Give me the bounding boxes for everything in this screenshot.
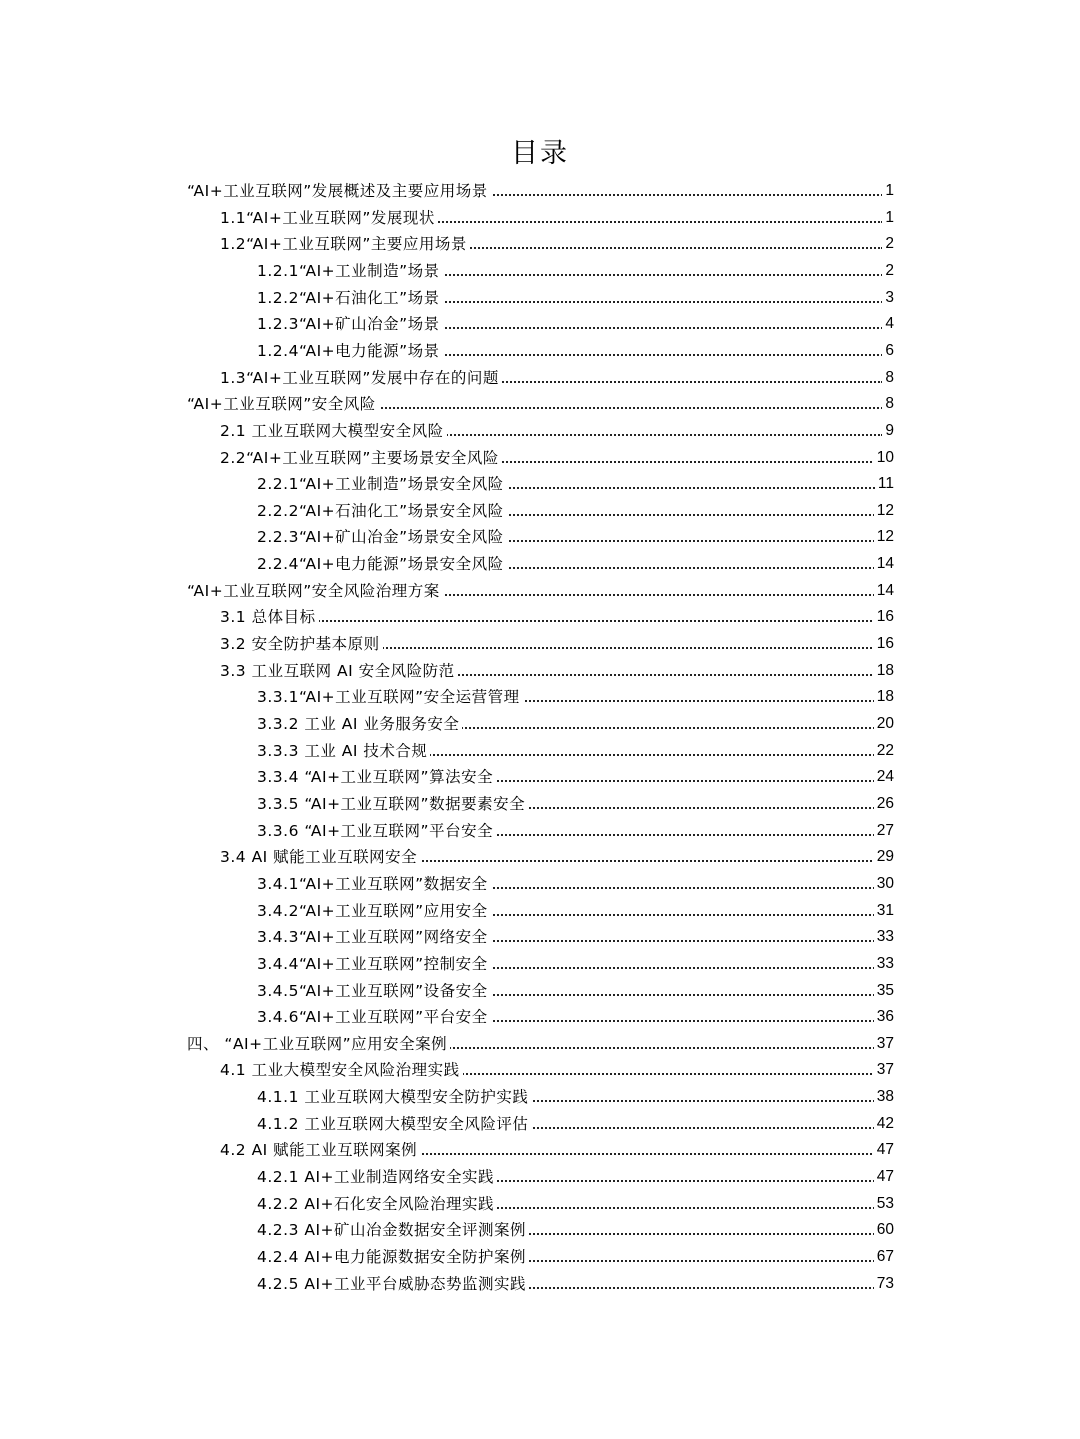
page-title: 目录 bbox=[511, 138, 569, 169]
toc-entry[interactable] bbox=[0, 1271, 1080, 1297]
toc-entry-page-number: 9 bbox=[882, 418, 894, 444]
toc-entry[interactable] bbox=[0, 311, 1080, 337]
toc-entry-title[interactable]: 1.2“AI+工业互联网”主要应用场景 bbox=[220, 231, 470, 257]
toc-entry[interactable] bbox=[0, 578, 1080, 604]
toc-entry-title[interactable]: 1.2.4“AI+电力能源”场景 bbox=[257, 338, 443, 364]
toc-entry-title[interactable]: 4.2.4 AI+电力能源数据安全防护案例 bbox=[257, 1244, 529, 1270]
toc-entry-page-number: 6 bbox=[882, 338, 894, 364]
toc-entry-page-number: 35 bbox=[874, 978, 894, 1004]
toc-entry-title[interactable]: 3.2 安全防护基本原则 bbox=[220, 631, 383, 657]
toc-entry[interactable] bbox=[0, 844, 1080, 870]
toc-entry-title[interactable]: 3.4.6“AI+工业互联网”平台安全 bbox=[257, 1004, 491, 1030]
toc-entry-page-number: 37 bbox=[874, 1031, 894, 1057]
toc-entry[interactable] bbox=[0, 818, 1080, 844]
toc-entry-page-number: 1 bbox=[882, 178, 894, 204]
toc-entry[interactable] bbox=[0, 418, 1080, 444]
toc-entry-title[interactable]: 3.3.3 工业 AI 技术合规 bbox=[257, 738, 430, 764]
toc-entry[interactable] bbox=[0, 338, 1080, 364]
toc-entry-title[interactable]: 4.2.5 AI+工业平台威胁态势监测实践 bbox=[257, 1271, 529, 1297]
toc-entry-title[interactable]: 2.1 工业互联网大模型安全风险 bbox=[220, 418, 447, 444]
toc-entry-title[interactable]: 2.2.3“AI+矿山冶金”场景安全风险 bbox=[257, 524, 507, 550]
toc-entry-title[interactable]: 3.4.5“AI+工业互联网”设备安全 bbox=[257, 978, 491, 1004]
toc-entry-title[interactable]: 2.2.2“AI+石油化工”场景安全风险 bbox=[257, 498, 507, 524]
toc-entry-page-number: 8 bbox=[882, 391, 894, 417]
toc-entry-page-number: 1 bbox=[882, 205, 894, 231]
toc-entry[interactable] bbox=[0, 551, 1080, 577]
toc-entry-page-number: 22 bbox=[874, 738, 894, 764]
toc-entry-page-number: 36 bbox=[874, 1004, 894, 1030]
toc-entry-page-number: 2 bbox=[882, 231, 894, 257]
toc-entry-title[interactable]: 1.2.2“AI+石油化工”场景 bbox=[257, 285, 443, 311]
toc-entry[interactable] bbox=[0, 178, 1080, 204]
toc-entry-title[interactable]: 1.2.1“AI+工业制造”场景 bbox=[257, 258, 443, 284]
toc-entry-title[interactable]: 4.1.2 工业互联网大模型安全风险评估 bbox=[257, 1111, 531, 1137]
toc-entry-page-number: 37 bbox=[874, 1057, 894, 1083]
toc-entry[interactable] bbox=[0, 1164, 1080, 1190]
toc-entry-page-number: 60 bbox=[874, 1217, 894, 1243]
toc-entry[interactable] bbox=[0, 1217, 1080, 1243]
toc-entry-title[interactable]: 3.3.1“AI+工业互联网”安全运营管理 bbox=[257, 684, 523, 710]
toc-entry[interactable] bbox=[0, 898, 1080, 924]
toc-entry-title[interactable]: 3.4.1“AI+工业互联网”数据安全 bbox=[257, 871, 491, 897]
toc-entry-title[interactable]: 1.1“AI+工业互联网”发展现状 bbox=[220, 205, 438, 231]
toc-entry-title[interactable]: 3.3 工业互联网 AI 安全风险防范 bbox=[220, 658, 458, 684]
toc-entry[interactable] bbox=[0, 1031, 1080, 1057]
toc-entry-title[interactable]: 2.2.1“AI+工业制造”场景安全风险 bbox=[257, 471, 507, 497]
toc-entry-title[interactable]: 3.3.2 工业 AI 业务服务安全 bbox=[257, 711, 462, 737]
toc-entry[interactable] bbox=[0, 684, 1080, 710]
toc-entry-title[interactable]: 四、 “AI+工业互联网”应用安全案例 bbox=[187, 1031, 450, 1057]
toc-entry-title[interactable]: 1.2.3“AI+矿山冶金”场景 bbox=[257, 311, 443, 337]
toc-entry[interactable] bbox=[0, 1084, 1080, 1110]
toc-entry-page-number: 24 bbox=[874, 764, 894, 790]
toc-entry-title[interactable]: “AI+工业互联网”安全风险 bbox=[187, 391, 379, 417]
toc-entry-page-number: 31 bbox=[874, 898, 894, 924]
toc-entry[interactable] bbox=[0, 738, 1080, 764]
toc-entry-page-number: 3 bbox=[882, 285, 894, 311]
toc-entry-title[interactable]: 4.2.3 AI+矿山冶金数据安全评测案例 bbox=[257, 1217, 529, 1243]
toc-entry[interactable] bbox=[0, 658, 1080, 684]
toc-entry-page-number: 11 bbox=[875, 471, 894, 497]
toc-entry-page-number: 14 bbox=[874, 578, 894, 604]
toc-entry[interactable] bbox=[0, 258, 1080, 284]
toc-entry-title[interactable]: “AI+工业互联网”安全风险治理方案 bbox=[187, 578, 443, 604]
toc-entry-page-number: 27 bbox=[874, 818, 894, 844]
toc-entry[interactable] bbox=[0, 498, 1080, 524]
toc-entry-title[interactable]: 3.1 总体目标 bbox=[220, 604, 319, 630]
toc-entry[interactable] bbox=[0, 1137, 1080, 1163]
toc-entry[interactable] bbox=[0, 1191, 1080, 1217]
toc-entry-title[interactable]: 4.2.1 AI+工业制造网络安全实践 bbox=[257, 1164, 497, 1190]
toc-entry-page-number: 20 bbox=[874, 711, 894, 737]
toc-entry[interactable] bbox=[0, 631, 1080, 657]
toc-entry-page-number: 73 bbox=[874, 1271, 894, 1297]
toc-entry[interactable] bbox=[0, 391, 1080, 417]
toc-entry[interactable] bbox=[0, 205, 1080, 231]
toc-entry[interactable] bbox=[0, 604, 1080, 630]
toc-entry-title[interactable]: 3.3.6 “AI+工业互联网”平台安全 bbox=[257, 818, 496, 844]
toc-entry-page-number: 26 bbox=[874, 791, 894, 817]
toc-entry-page-number: 16 bbox=[874, 631, 894, 657]
toc-entry-title[interactable]: 4.1 工业大模型安全风险治理实践 bbox=[220, 1057, 463, 1083]
toc-entry-title[interactable]: “AI+工业互联网”发展概述及主要应用场景 bbox=[187, 178, 491, 204]
toc-entry-page-number: 67 bbox=[874, 1244, 894, 1270]
toc-entry-page-number: 4 bbox=[882, 311, 894, 337]
toc-entry-page-number: 2 bbox=[882, 258, 894, 284]
toc-entry[interactable] bbox=[0, 1244, 1080, 1270]
toc-entry[interactable] bbox=[0, 365, 1080, 391]
toc-entry-page-number: 30 bbox=[874, 871, 894, 897]
toc-entry[interactable] bbox=[0, 924, 1080, 950]
toc-entry-title[interactable]: 1.3“AI+工业互联网”发展中存在的问题 bbox=[220, 365, 502, 391]
toc-entry[interactable] bbox=[0, 1111, 1080, 1137]
toc-entry[interactable] bbox=[0, 711, 1080, 737]
toc-entry-title[interactable]: 3.4 AI 赋能工业互联网安全 bbox=[220, 844, 420, 870]
toc-entry-page-number: 29 bbox=[874, 844, 894, 870]
toc-entry-page-number: 18 bbox=[874, 684, 894, 710]
toc-entry[interactable] bbox=[0, 871, 1080, 897]
toc-entry-page-number: 14 bbox=[874, 551, 894, 577]
toc-entry-title[interactable]: 4.2 AI 赋能工业互联网案例 bbox=[220, 1137, 420, 1163]
toc-entry[interactable] bbox=[0, 231, 1080, 257]
toc-entry[interactable] bbox=[0, 1057, 1080, 1083]
toc-entry-page-number: 33 bbox=[874, 951, 894, 977]
toc-entry-title[interactable]: 3.3.4 “AI+工业互联网”算法安全 bbox=[257, 764, 496, 790]
toc-entry-page-number: 8 bbox=[882, 365, 894, 391]
toc-entry[interactable] bbox=[0, 524, 1080, 550]
toc-entry-page-number: 12 bbox=[874, 498, 894, 524]
toc-entry-title[interactable]: 4.2.2 AI+石化安全风险治理实践 bbox=[257, 1191, 497, 1217]
toc-entry-page-number: 38 bbox=[874, 1084, 894, 1110]
toc-entry-page-number: 33 bbox=[874, 924, 894, 950]
toc-entry[interactable] bbox=[0, 978, 1080, 1004]
toc-entry[interactable] bbox=[0, 471, 1080, 497]
toc-entry-page-number: 47 bbox=[874, 1164, 894, 1190]
toc-entry-title[interactable]: 2.2.4“AI+电力能源”场景安全风险 bbox=[257, 551, 507, 577]
toc-entry-title[interactable]: 4.1.1 工业互联网大模型安全防护实践 bbox=[257, 1084, 531, 1110]
toc-entry-title[interactable]: 3.4.2“AI+工业互联网”应用安全 bbox=[257, 898, 491, 924]
toc-entry[interactable] bbox=[0, 285, 1080, 311]
toc-entry-page-number: 18 bbox=[874, 658, 894, 684]
toc-entry-title[interactable]: 2.2“AI+工业互联网”主要场景安全风险 bbox=[220, 445, 502, 471]
toc-entry[interactable] bbox=[0, 764, 1080, 790]
toc-entry-page-number: 10 bbox=[874, 445, 894, 471]
toc-entry-page-number: 47 bbox=[874, 1137, 894, 1163]
toc-entry-page-number: 53 bbox=[874, 1191, 894, 1217]
toc-entry-title[interactable]: 3.4.3“AI+工业互联网”网络安全 bbox=[257, 924, 491, 950]
toc-entry[interactable] bbox=[0, 951, 1080, 977]
toc-entry[interactable] bbox=[0, 445, 1080, 471]
toc-entry-page-number: 12 bbox=[874, 524, 894, 550]
toc-entry[interactable] bbox=[0, 1004, 1080, 1030]
toc-entry-page-number: 16 bbox=[874, 604, 894, 630]
toc-entry-page-number: 42 bbox=[874, 1111, 894, 1137]
toc-entry[interactable] bbox=[0, 791, 1080, 817]
dot-leader bbox=[223, 620, 883, 622]
toc-entry-title[interactable]: 3.4.4“AI+工业互联网”控制安全 bbox=[257, 951, 491, 977]
toc-entry-title[interactable]: 3.3.5 “AI+工业互联网”数据要素安全 bbox=[257, 791, 528, 817]
